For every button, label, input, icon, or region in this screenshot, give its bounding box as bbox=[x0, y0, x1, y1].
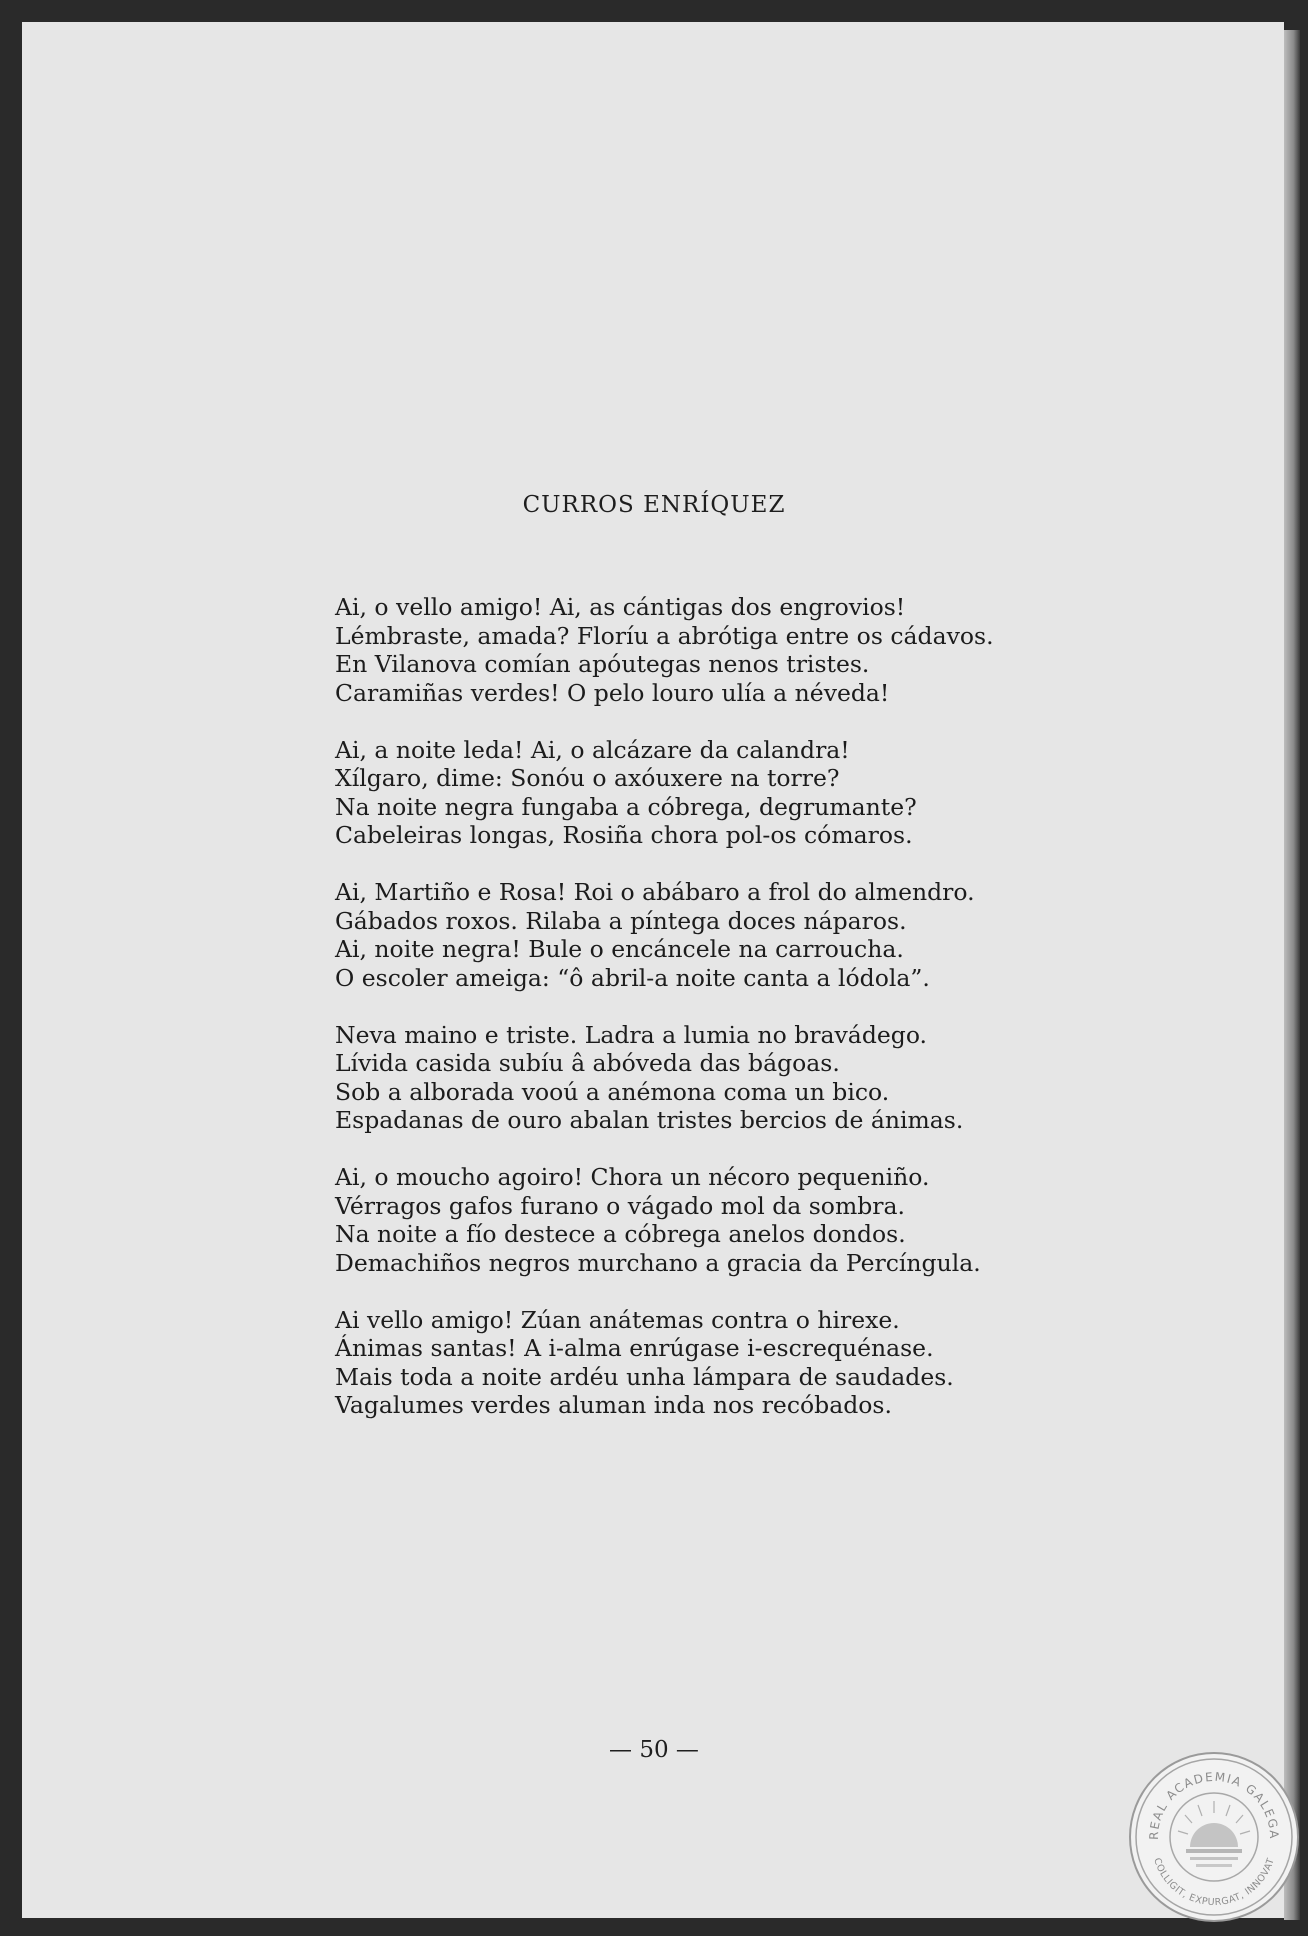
poem-title: CURROS ENRÍQUEZ bbox=[522, 492, 786, 518]
poem-line: Lémbraste, amada? Floríu a abrótiga entre os cádavos. bbox=[335, 621, 994, 650]
academy-seal-icon bbox=[1128, 1751, 1300, 1923]
stanza bbox=[335, 736, 1215, 850]
poem-line: Demachiños negros murchano a gracia da Percíngula. bbox=[335, 1248, 981, 1277]
poem-line: Ai, noite negra! Bule o encáncele na carroucha. bbox=[335, 935, 904, 963]
poem-line: Espadanas de ouro abalan tristes bercios de ánimas. bbox=[335, 1106, 964, 1134]
stanza bbox=[335, 1163, 1215, 1277]
poem-line: Ai vello amigo! Zúan anátemas contra o hirexe. bbox=[335, 1305, 900, 1334]
poem-line: Gábados roxos. Rilaba a píntega doces náparos. bbox=[335, 906, 907, 935]
poem-line: En Vilanova comían apóutegas nenos tristes. bbox=[335, 650, 870, 678]
poem-line: O escoler ameiga: “ô abril-a noite canta a lódola”. bbox=[335, 963, 930, 992]
page-number: — 50 — bbox=[609, 1737, 699, 1763]
poem-line: Na noite a fío destece a cóbrega anelos dondos. bbox=[335, 1220, 906, 1248]
seal-top-text: REAL ACADEMIA GALEGA bbox=[1146, 1769, 1282, 1841]
stanza bbox=[335, 1021, 1215, 1135]
poem-body bbox=[335, 593, 1215, 1448]
poem-line: Na noite negra fungaba a cóbrega, degrumante? bbox=[335, 792, 917, 821]
poem-line: Xílgaro, dime: Sonóu o axóuxere na torre? bbox=[335, 764, 840, 792]
poem-line: Ánimas santas! A i-alma enrúgase i-escrequénase. bbox=[335, 1334, 934, 1362]
poem-line: Sob a alborada vooú a anémona coma un bico. bbox=[335, 1077, 890, 1106]
poem-line: Ai, a noite leda! Ai, o alcázare da calandra! bbox=[335, 735, 850, 764]
poem-line: Ai, o moucho agoiro! Chora un nécoro pequeniño. bbox=[335, 1163, 930, 1191]
page-edge-shadow bbox=[1284, 30, 1300, 1920]
poem-line: Vérragos gafos furano o vágado mol da sombra. bbox=[335, 1191, 905, 1220]
seal-bottom-text: COLLIGIT, EXPURGAT, INNOVAT bbox=[1151, 1856, 1277, 1909]
poem-line: Cabeleiras longas, Rosiña chora pol-os cómaros. bbox=[335, 821, 913, 849]
stanza bbox=[335, 593, 1215, 707]
poem-line: Caramiñas verdes! O pelo louro ulía a néveda! bbox=[335, 678, 890, 707]
poem-line: Ai, o vello amigo! Ai, as cántigas dos engrovios! bbox=[335, 593, 906, 621]
stanza bbox=[335, 1306, 1215, 1420]
poem-line: Vagalumes verdes aluman inda nos recóbados. bbox=[335, 1391, 892, 1419]
poem-line: Lívida casida subíu â abóveda das bágoas. bbox=[335, 1049, 840, 1077]
poem-line: Mais toda a noite ardéu unha lámpara de saudades. bbox=[335, 1362, 954, 1391]
poem-line: Ai, Martiño e Rosa! Roi o abábaro a frol do almendro. bbox=[335, 878, 975, 906]
poem-line: Neva maino e triste. Ladra a lumia no bravádego. bbox=[335, 1020, 928, 1049]
stanza bbox=[335, 878, 1215, 992]
